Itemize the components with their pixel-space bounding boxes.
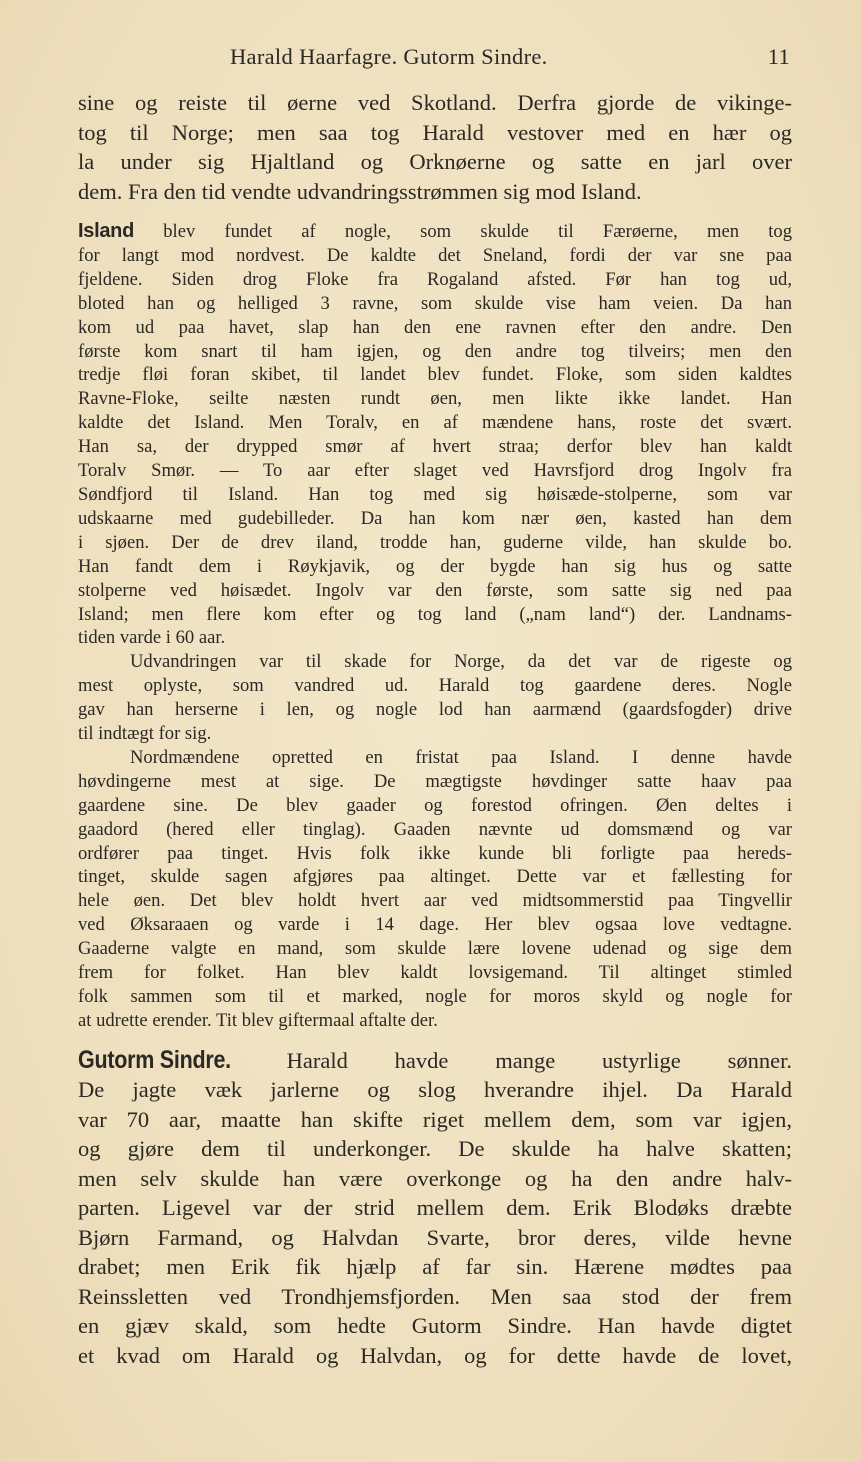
text-line: kom ud paa havet, slap han den ene ravnen efter den andre. Den [78,316,792,338]
text-line: høvdingerne mest at sige. De mægtigste høvdinger satte haav paa [78,770,792,792]
section-heading-gutorm: Gutorm Sindre. [78,1045,231,1074]
text-line: dem. Fra den tid vendte udvandringsstrømmen sig mod Island. [78,178,642,204]
text-line: for langt mod nordvest. De kaldte det Sneland, fordi der var sne paa [78,244,792,266]
text-line: De jagte væk jarlerne og slog hverandre ihjel. Da Harald [78,1077,792,1103]
text-line: frem for folket. Han blev kaldt lovsigemand. Til altinget stimled [78,962,792,984]
text-line: et kvad om Harald og Halvdan, og for dette havde de lovet, [78,1342,792,1368]
section-island [78,220,792,1033]
text-line: første kom snart til ham igjen, og den andre tog tilveirs; men den [78,340,792,362]
text-line: ordfører paa tinget. Hvis folk ikke kunde bli forligte paa hereds- [78,842,792,864]
text-line: tiden varde i 60 aar. [78,627,226,649]
text-line: fjeldene. Siden drog Floke fra Rogaland afsted. Før han tog ud, [78,268,792,290]
text-line: Bjørn Farmand, og Halvdan Svarte, bror deres, vilde hevne [78,1224,792,1250]
running-title: Harald Haarfagre. Gutorm Sindre. [230,44,548,69]
text-line: hele øen. Det blev holdt hvert aar ved midtsommerstid paa Tingvellir [78,890,792,912]
text-line: Island; men flere kom efter og tog land („nam land“) der. Landnams- [78,603,792,625]
text-line: Nordmændene opretted en fristat paa Island. I denne havde [130,746,792,768]
text-line: bloted han og helliged 3 ravne, som skulde vise ham veien. Da han [78,292,792,314]
text-line: udskaarne med gudebilleder. Da han kom nær øen, kasted han dem [78,507,792,529]
text-line: en gjæv skald, som hedte Gutorm Sindre. Han havde digtet [78,1313,792,1339]
text-line: gaardene sine. De blev gaader og forestod ofringen. Øen deltes i [78,794,792,816]
paragraph-emigration [78,88,792,206]
text-line: var 70 aar, maatte han skifte riget mellem dem, som var igjen, [78,1106,792,1132]
text-line: Han fandt dem i Røykjavik, og der bygde han sig hus og satte [78,555,792,577]
text-line: mest oplyste, som vandred ud. Harald tog gaardene deres. Nogle [78,675,792,697]
text-line: i sjøen. Der de drev iland, trodde han, guderne vilde, han skulde bo. [78,531,792,553]
text-line: tinget, skulde sagen afgjøres paa altinget. Dette var et fællesting for [78,866,792,888]
text-line: gaadord (hered eller tinglag). Gaaden nævnte ud domsmænd og var [78,818,792,840]
text-line: og gjøre dem til underkonger. De skulde ha halve skatten; [78,1136,792,1162]
text-line: Ravne-Floke, seilte næsten rundt øen, men likte ikke landet. Han [78,388,792,410]
text-line: Toralv Smør. — To aar efter slaget ved Havrsfjord drog Ingolv fra [78,460,792,482]
text-line: til indtægt for sig. [78,723,212,745]
text-line: parten. Ligevel var der strid mellem dem. Erik Blodøks dræbte [78,1195,792,1221]
text-line: tog til Norge; men saa tog Harald vestover med en hær og [78,119,792,145]
book-page [78,40,792,1370]
text-line: Gutorm Sindre. Harald havde mange ustyrlige sønner. [78,1045,792,1074]
text-line: Reinssletten ved Trondhjemsfjorden. Men saa stod der frem [78,1283,792,1309]
text-line: drabet; men Erik fik hjælp af far sin. Hærene mødtes paa [78,1254,792,1280]
running-header [78,40,792,76]
text-line: Udvandringen var til skade for Norge, da det var de rigeste og [130,651,792,673]
text-line: tredje fløi foran skibet, til landet blev fundet. Floke, som siden kaldtes [78,364,792,386]
text-line: Han sa, der drypped smør af hvert straa; derfor blev han kaldt [78,436,792,458]
text-line: gav han herserne i len, og nogle lod han aarmænd (gaardsfogder) drive [78,699,792,721]
section-gutorm-sindre [78,1046,792,1371]
page-number: 11 [767,44,790,69]
text-line: Island blev fundet af nogle, som skulde til Færøerne, men tog [78,220,793,242]
text-line: Gaaderne valgte en mand, som skulde lære lovene udenad og sige dem [78,938,792,960]
text-line: stolperne ved høisædet. Ingolv var den første, som satte sig ned paa [78,579,792,601]
text-line: folk sammen som til et marked, nogle for moros skyld og nogle for [78,986,792,1007]
text-line: la under sig Hjaltland og Orknøerne og satte en jarl over [78,149,792,174]
text-line: ved Øksaraaen og varde i 14 dage. Her blev ogsaa love vedtagne. [78,914,792,936]
text-line: sine og reiste til øerne ved Skotland. Derfra gjorde de vikinge- [78,90,792,115]
text-line: at udrette erender. Tit blev giftermaal aftalte der. [78,1009,438,1031]
section-heading-island: Island [78,220,134,242]
text-line: men selv skulde han være overkonge og ha den andre halv- [78,1165,792,1191]
text-line: kaldte det Island. Men Toralv, en af mændene hans, roste det svært. [78,412,792,434]
text-line: Søndfjord til Island. Han tog med sig høisæde-stolperne, som var [78,483,792,505]
